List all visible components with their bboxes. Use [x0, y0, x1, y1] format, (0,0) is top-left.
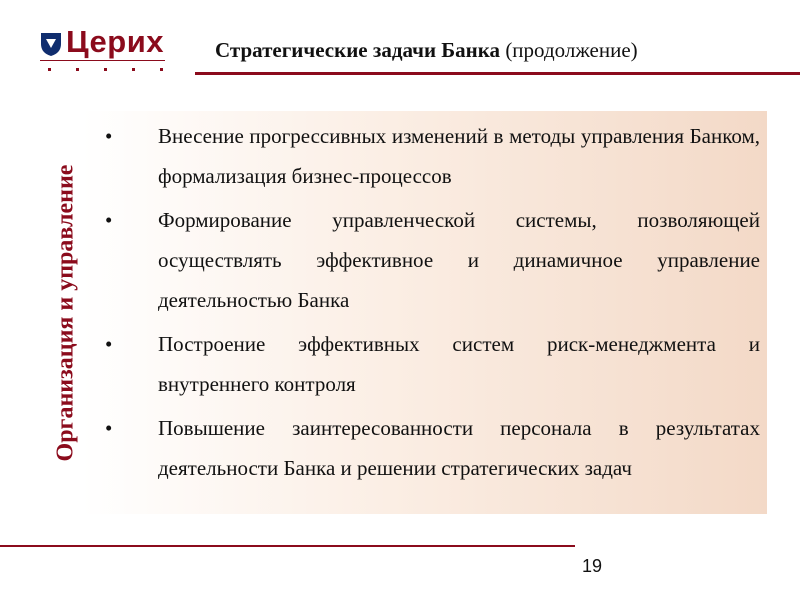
title-divider: [195, 72, 800, 75]
bullet-list: [105, 116, 760, 558]
logo-underline: [40, 60, 165, 61]
page-number: 19: [582, 556, 603, 576]
bullet-marker: •: [105, 416, 113, 440]
bullet-marker: •: [105, 332, 113, 356]
company-logo: [40, 24, 170, 80]
bullet-item: [105, 324, 760, 404]
bullet-text: Формирование управленческой системы, позволяющей осуществлять эффективное и динамичное управление деятельностью Банка: [158, 208, 760, 312]
section-label: Организация и управление: [52, 164, 79, 462]
logo-text: Церих: [66, 24, 164, 59]
bullet-marker: •: [105, 208, 113, 232]
shield-icon: [40, 31, 62, 57]
bullet-item: [105, 116, 760, 196]
logo-dots: [48, 68, 163, 72]
title-bold: Стратегические задачи Банка: [215, 38, 501, 62]
bullet-marker: •: [105, 124, 113, 148]
bullet-item: [105, 200, 760, 320]
slide-title: [215, 38, 775, 63]
bullet-text: Повышение заинтересованности персонала в результатах деятельности Банка и решении стратегических задач: [158, 416, 760, 480]
footer-divider: [0, 545, 575, 547]
title-suffix: (продолжение): [505, 38, 638, 62]
bullet-item: [105, 408, 760, 488]
bullet-text: Построение эффективных систем риск-менеджмента и внутреннего контроля: [158, 332, 760, 396]
bullet-text: Внесение прогрессивных изменений в методы управления Банком, формализация бизнес-процессов: [158, 124, 760, 188]
